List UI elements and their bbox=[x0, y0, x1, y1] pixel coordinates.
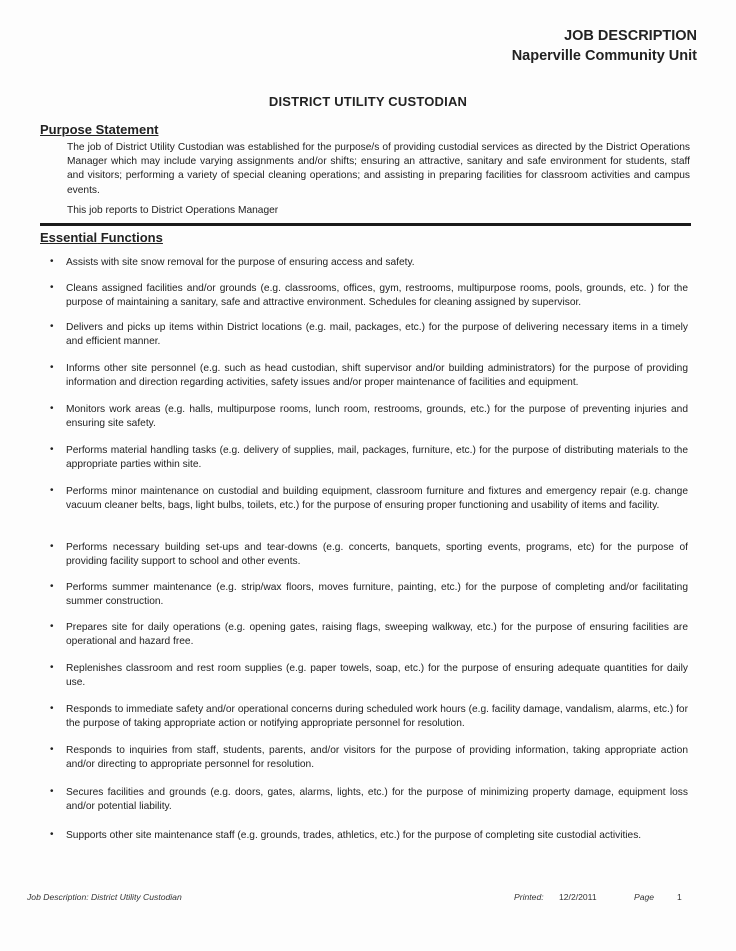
list-item bbox=[50, 786, 688, 814]
list-item bbox=[50, 485, 688, 513]
essential-heading-word1: Essential bbox=[40, 230, 98, 245]
list-item bbox=[50, 829, 688, 843]
header-subtitle: Naperville Community Unit bbox=[511, 48, 697, 64]
list-item bbox=[50, 362, 688, 390]
bullet-icon: • bbox=[50, 256, 54, 267]
list-item-text: Cleans assigned facilities and/or grounds (e.g. classrooms, offices, gym, restrooms, multipurpose rooms, pools, grounds, etc. ) for the purpose of maintaining a sanitary, safe and attractive environment. Schedules for cleaning assigned by supervisor. bbox=[66, 283, 688, 309]
bullet-icon: • bbox=[50, 282, 54, 293]
list-item bbox=[50, 581, 688, 609]
reports-to-line: This job reports to District Operations Manager bbox=[67, 205, 279, 216]
purpose-heading: Purpose Statement bbox=[40, 122, 159, 137]
list-item bbox=[50, 744, 688, 772]
list-item-text: Informs other site personnel (e.g. such as head custodian, shift supervisor and/or building administrators) for the purpose of providing information and direction regarding activities, safety issues and/or proper maintenance of facilities and equipment. bbox=[66, 363, 688, 389]
list-item bbox=[50, 703, 688, 731]
list-item bbox=[50, 256, 688, 270]
footer-printed-label: Printed: bbox=[514, 892, 544, 902]
list-item bbox=[50, 444, 688, 472]
purpose-body: The job of District Utility Custodian was established for the purpose/s of providing custodial services as directed by the District Operations Manager which may include varying assignments and/or shifts; ensuring an attractive, sanitary and safe environment for students, staff and visitors; performing a variety of special cleaning operations; and assisting in preparing facilities for classroom activities and campus events. bbox=[67, 142, 690, 196]
list-item-text: Replenishes classroom and rest room supplies (e.g. paper towels, soap, etc.) for the purpose of ensuring adequate quantities for daily use. bbox=[66, 663, 688, 689]
list-item-text: Supports other site maintenance staff (e.g. grounds, trades, athletics, etc.) for the purpose of completing site custodial activities. bbox=[66, 830, 642, 841]
list-item-text: Delivers and picks up items within District locations (e.g. mail, packages, etc.) for the purpose of delivering necessary items in a timely and efficient manner. bbox=[66, 322, 688, 348]
bullet-icon: • bbox=[50, 621, 54, 632]
bullet-icon: • bbox=[50, 829, 54, 840]
list-item bbox=[50, 321, 688, 349]
essential-heading-word2: Functions bbox=[100, 230, 163, 245]
list-item-text: Performs minor maintenance on custodial and building equipment, classroom furniture and fixtures and emergency repair (e.g. change vacuum cleaner belts, bags, light bulbs, toilets, etc.) for the purpose of ensuring proper functioning and usability of items and facility. bbox=[66, 486, 688, 512]
bullet-icon: • bbox=[50, 485, 54, 496]
bullet-icon: • bbox=[50, 581, 54, 592]
list-item bbox=[50, 541, 688, 569]
list-item-text: Responds to inquiries from staff, students, parents, and/or visitors for the purpose of providing information, taking appropriate action and/or directing to appropriate personnel for resolution. bbox=[66, 745, 688, 771]
list-item-text: Performs material handling tasks (e.g. delivery of supplies, mail, packages, furniture, etc.) for the purpose of distributing materials to the appropriate parties within site. bbox=[66, 445, 688, 471]
list-item bbox=[50, 403, 688, 431]
list-item-text: Assists with site snow removal for the purpose of ensuring access and safety. bbox=[66, 257, 415, 268]
list-item-text: Secures facilities and grounds (e.g. doors, gates, alarms, lights, etc.) for the purpose of minimizing property damage, equipment loss and/or potential liability. bbox=[66, 787, 688, 813]
list-item bbox=[50, 621, 688, 649]
bullet-icon: • bbox=[50, 362, 54, 373]
bullet-icon: • bbox=[50, 444, 54, 455]
header-title: JOB DESCRIPTION bbox=[564, 28, 697, 44]
section-divider bbox=[40, 223, 691, 226]
footer-page-number: 1 bbox=[677, 892, 682, 902]
bullet-icon: • bbox=[50, 786, 54, 797]
list-item-text: Responds to immediate safety and/or operational concerns during scheduled work hours (e.g. facility damage, vandalism, alarms, etc.) for the purpose of taking appropriate action or notifying appropriate personnel for resolution. bbox=[66, 704, 688, 730]
list-item-text: Prepares site for daily operations (e.g. opening gates, raising flags, sweeping walkway, etc.) for the purpose of ensuring facilities are operational and hazard free. bbox=[66, 622, 688, 648]
document-title: DISTRICT UTILITY CUSTODIAN bbox=[268, 94, 468, 109]
footer-document-name: Job Description: District Utility Custodian bbox=[27, 892, 182, 902]
bullet-icon: • bbox=[50, 662, 54, 673]
list-item-text: Performs necessary building set-ups and tear-downs (e.g. concerts, banquets, sporting events, programs, etc) for the purpose of providing facility support to school and other events. bbox=[66, 542, 688, 568]
bullet-icon: • bbox=[50, 703, 54, 714]
bullet-icon: • bbox=[50, 321, 54, 332]
list-item bbox=[50, 662, 688, 690]
list-item bbox=[50, 282, 688, 310]
list-item-text: Monitors work areas (e.g. halls, multipurpose rooms, lunch room, restrooms, grounds, etc.) for the purpose of preventing injuries and ensuring site safety. bbox=[66, 404, 688, 430]
bullet-icon: • bbox=[50, 541, 54, 552]
footer-page-label: Page bbox=[634, 892, 655, 902]
list-item-text: Performs summer maintenance (e.g. strip/wax floors, moves furniture, painting, etc.) for the purpose of completing and/or facilitating summer construction. bbox=[66, 582, 688, 608]
bullet-icon: • bbox=[50, 744, 54, 755]
essential-functions-heading bbox=[40, 230, 163, 245]
footer-printed-date: 12/2/2011 bbox=[559, 892, 597, 902]
bullet-icon: • bbox=[50, 403, 54, 414]
